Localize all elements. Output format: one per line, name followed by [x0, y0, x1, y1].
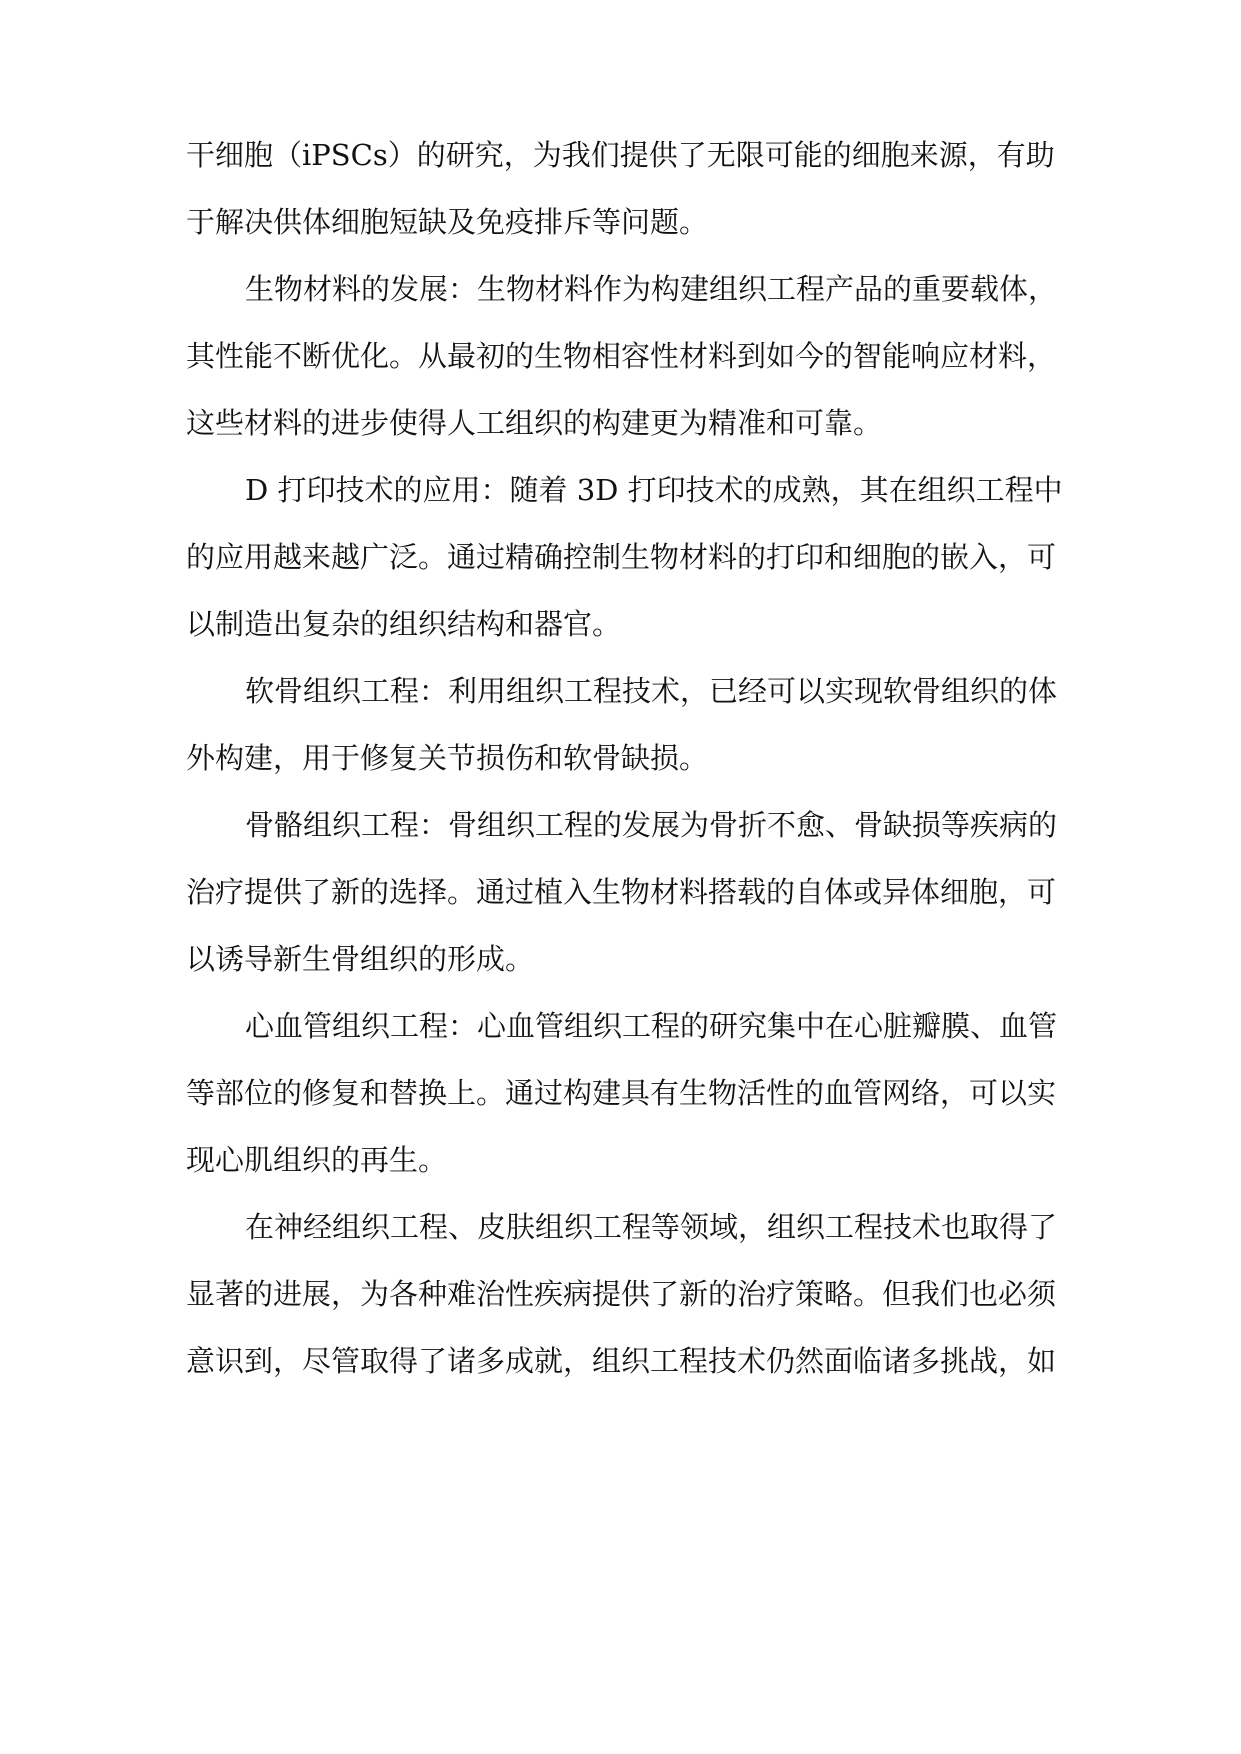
paragraph-line: 等部位的修复和替换上。通过构建具有生物活性的血管网络，可以实 [186, 1076, 1057, 1110]
paragraph-line: 的应用越来越广泛。通过精确控制生物材料的打印和细胞的嵌入，可 [186, 540, 1057, 574]
paragraph-line: 治疗提供了新的选择。通过植入生物材料搭载的自体或异体细胞，可 [186, 875, 1057, 909]
paragraph-line: 现心肌组织的再生。 [186, 1143, 448, 1177]
paragraph-line: 生物材料的发展：生物材料作为构建组织工程产品的重要载体， [245, 272, 1058, 306]
paragraph-line: 以制造出复杂的组织结构和器官。 [186, 607, 622, 641]
paragraph-line: 以诱导新生骨组织的形成。 [186, 942, 535, 976]
paragraph-line: 显著的进展，为各种难治性疾病提供了新的治疗策略。但我们也必须 [186, 1277, 1057, 1311]
paragraph-line: 骨骼组织工程：骨组织工程的发展为骨折不愈、骨缺损等疾病的 [245, 808, 1058, 842]
paragraph-line: 干细胞（iPSCs）的研究，为我们提供了无限可能的细胞来源，有助 [186, 138, 1055, 172]
paragraph-line: D 打印技术的应用：随着 3D 打印技术的成熟，其在组织工程中 [245, 473, 1063, 507]
paragraph-line: 软骨组织工程：利用组织工程技术，已经可以实现软骨组织的体 [245, 674, 1058, 708]
paragraph-line: 意识到，尽管取得了诸多成就，组织工程技术仍然面临诸多挑战，如 [186, 1344, 1057, 1378]
paragraph-line: 这些材料的进步使得人工组织的构建更为精准和可靠。 [186, 406, 883, 440]
paragraph-line: 在神经组织工程、皮肤组织工程等领域，组织工程技术也取得了 [245, 1210, 1058, 1244]
paragraph-line: 心血管组织工程：心血管组织工程的研究集中在心脏瓣膜、血管 [245, 1009, 1058, 1043]
paragraph-line: 外构建，用于修复关节损伤和软骨缺损。 [186, 741, 709, 775]
paragraph-line: 其性能不断优化。从最初的生物相容性材料到如今的智能响应材料， [186, 339, 1057, 373]
paragraph-line: 于解决供体细胞短缺及免疫排斥等问题。 [186, 205, 709, 239]
